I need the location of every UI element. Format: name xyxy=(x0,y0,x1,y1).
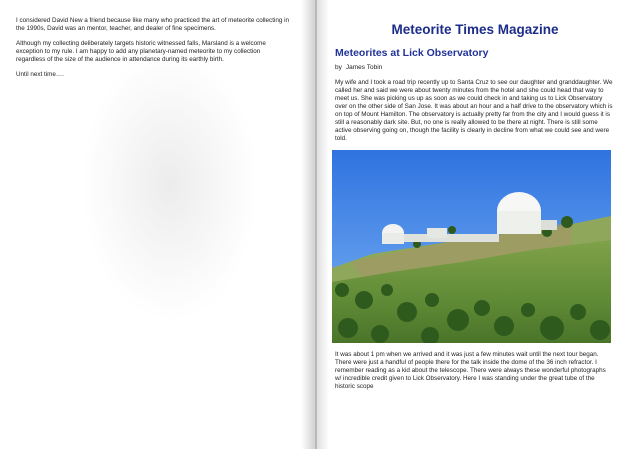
left-page xyxy=(0,0,315,449)
article-paragraph-2: It was about 1 pm when we arrived and it was just a few minutes wait until the next tour began. There were just a handful of people there for the talk inside the dome of the 36 inch refractor. I remember reading as a kid about the telescope. There were always these wonderful photographs w/ incredible credit given to Lick Observatory. Here I was standing under the great tube of the historic scope xyxy=(335,351,606,390)
author-name: James Tobin xyxy=(345,64,383,71)
byline xyxy=(335,64,613,72)
article-title: Meteorites at Lick Observatory xyxy=(335,47,489,59)
left-paragraph-2: Although my collecting deliberately targets historic witnessed falls, Marsland is a welcome exception to my rule. I am happy to add any planetary-named meteorite to my collection regardless of the size of the audience in attendance during its earthly birth. xyxy=(16,40,266,63)
left-paragraph-1: I considered David New a friend because like many who practiced the art of meteorite collecting in the 1990s, David was an mentor, teacher, and dealer of fine specimens. xyxy=(16,17,290,32)
magazine-title: Meteorite Times Magazine xyxy=(391,22,559,37)
left-paragraph-closing: Until next time…. xyxy=(16,71,64,78)
article-paragraph-1: My wife and I took a road trip recently up to Santa Cruz to see our daughter and granddaughter. We called her and said we were about twenty minutes from the hotel and she could head that way to meet us. She was picking us up as soon as we could check in and taking us to Lick Observatory over on the other side of San Jose. It was about an hour and a half drive to the observatory which is on top of Mount Hamilton. The observatory is actually pretty far from the city and I would guess it is still a reasonably dark site. But, no one is really allowed to be there at night. There is still some active observing going on, though the facility is clearly in decline from what we could see and were told. xyxy=(335,79,613,142)
right-page xyxy=(317,0,631,449)
byline-prefix: by xyxy=(335,64,342,71)
observatory-photo xyxy=(332,150,611,343)
